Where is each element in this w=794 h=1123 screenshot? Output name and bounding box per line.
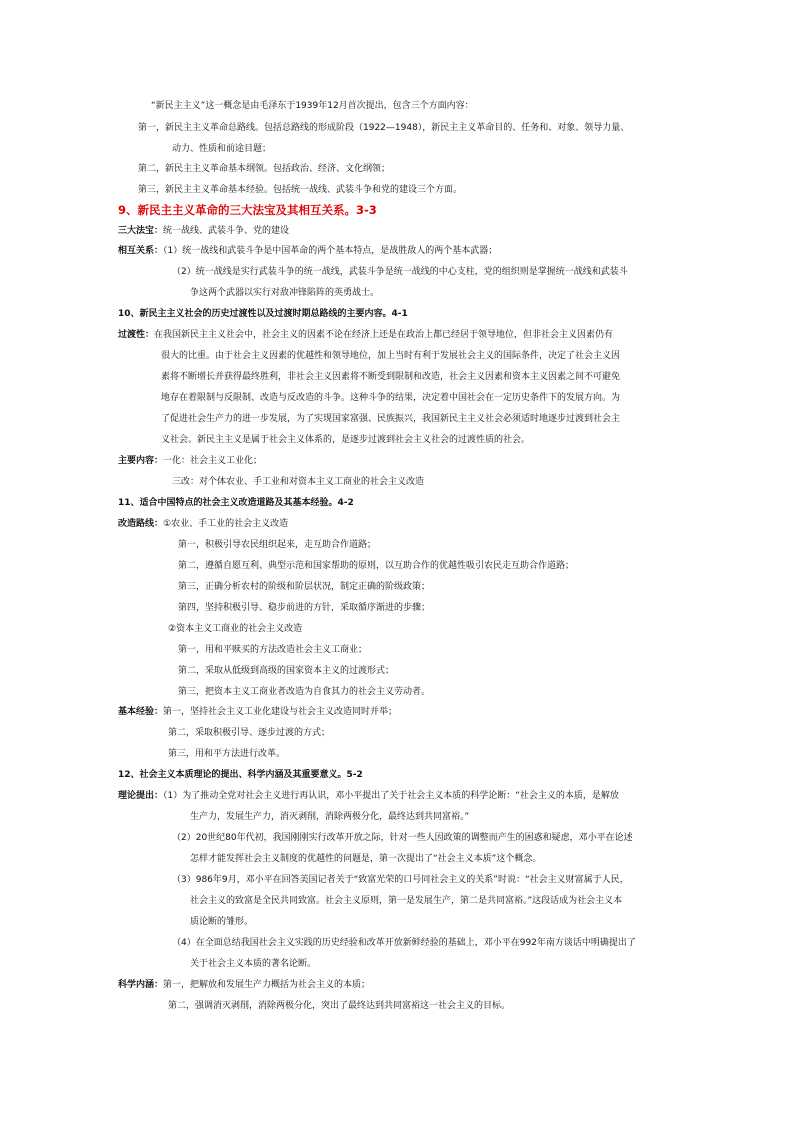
text-line: 第二，采取积极引导、逐步过渡的方式； — [168, 728, 331, 738]
text-line: 第三，正确分析农村的阶级和阶层状况，制定正确的阶级政策； — [178, 582, 431, 592]
line-text: （1）为了推动全党对社会主义进行再认识，邓小平提出了关于社会主义本质的科学论断：“社会主义的本质，是解放 — [163, 791, 619, 801]
line-text: 第一，坚持社会主义工业化建设与社会主义改造同时并举； — [163, 707, 398, 717]
section-heading: 12、社会主义本质理论的提出、科学内涵及其重要意义。5-2 — [118, 770, 363, 780]
line-text: ①农业、手工业的社会主义改造 — [163, 519, 289, 529]
text-line: 第二，遵循自愿互利、典型示范和国家帮助的原则，以互助合作的优越性吸引农民走互助合作道路； — [178, 561, 575, 571]
section-heading: 9、新民主主义革命的三大法宝及其相互关系。3-3 — [118, 203, 377, 217]
inline-label: 主要内容： — [118, 456, 164, 466]
text-line — [118, 225, 289, 237]
text-line: 怎样才能发挥社会主义制度的优越性的问题是，第一次提出了“社会主义本质”这个概念。 — [190, 854, 542, 864]
text-line: “新民主主义”这一概念是由毛泽东于1939年12月首次提出，包含三个方面内容： — [151, 101, 474, 111]
text-line: 了促进社会生产力的进一步发展，为了实现国家富强、民族振兴，我国新民主主义社会必须适时地逐步过渡到社会主 — [161, 414, 621, 424]
inline-label: 理论提出： — [118, 791, 164, 801]
text-line: 第一，积极引导农民组织起来，走互助合作道路； — [178, 540, 377, 550]
text-line: 第一，用和平赎买的方法改造社会主义工商业； — [178, 645, 368, 655]
text-line: （2）统一战线是实行武装斗争的统一战线，武装斗争是统一战线的中心支柱，党的组织则是掌握统一战线和武装斗 — [172, 267, 628, 277]
text-line: 质论断的雏形。 — [190, 917, 254, 927]
text-line: ②资本主义工商业的社会主义改造 — [168, 624, 303, 634]
text-line: 第四，坚持积极引导、稳步前进的方针，采取循序渐进的步骤； — [178, 603, 431, 613]
line-text: 在我国新民主主义社会中，社会主义的因素不论在经济上还是在政治上都已经居于领导地位，但非社会主义因素仍有 — [154, 330, 614, 340]
text-line — [118, 979, 370, 991]
line-text: （1）统一战线和武装斗争是中国革命的两个基本特点，是战胜敌人的两个基本武器； — [163, 246, 498, 256]
text-line: 第二，强调消灭剥削，消除两极分化，突出了最终达到共同富裕这一社会主义的目标。 — [168, 1001, 511, 1011]
text-line: 地存在着限制与反限制、改造与反改造的斗争。这种斗争的结果，决定着中国社会在一定历史条件下的发展方向。为 — [161, 393, 621, 403]
text-line — [118, 245, 497, 257]
section-heading: 10、新民主主义社会的历史过渡性以及过渡时期总路线的主要内容。4-1 — [118, 309, 408, 319]
inline-label: 基本经验： — [118, 707, 164, 717]
inline-label: 三大法宝： — [118, 226, 164, 236]
text-line: 第二，采取从低级到高级的国家资本主义的过渡形式； — [178, 666, 395, 676]
text-line: 关于社会主义本质的著名论断。 — [190, 959, 317, 969]
inline-label: 科学内涵： — [118, 980, 164, 990]
text-line: 第三，把资本主义工商业者改造为自食其力的社会主义劳动者。 — [178, 687, 431, 697]
line-text: 统一战线、武装斗争、党的建设 — [163, 226, 290, 236]
text-line: （2）20世纪80年代初，我国刚刚实行改革开放之际，针对一些人因政策的调整而产生的困惑和疑虑，邓小平在论述 — [172, 833, 633, 843]
text-line — [118, 790, 619, 802]
section-heading: 11、适合中国特点的社会主义改造道路及其基本经验。4-2 — [118, 498, 354, 508]
text-line: 很大的比重。由于社会主义因素的优越性和领导地位，加上当时有利于发展社会主义的国际条件，决定了社会主义因 — [161, 351, 621, 361]
inline-label: 过渡性： — [118, 330, 155, 340]
text-line — [118, 518, 288, 530]
text-line: 争这两个武器以实行对敌冲锋陷阵的英勇战士。 — [190, 288, 380, 298]
line-text: 第一，把解放和发展生产力概括为社会主义的本质； — [163, 980, 371, 990]
text-line: 第一，新民主主义革命总路线。包括总路线的形成阶段（1922—1948），新民主主义革命目的、任务和、对象、领导力量、 — [138, 123, 630, 133]
text-line: 第三，新民主主义革命基本经验。包括统一战线、武装斗争和党的建设三个方面。 — [138, 185, 463, 195]
text-line: 第三，用和平方法进行改革。 — [168, 749, 286, 759]
text-line — [118, 329, 613, 341]
text-line: 义社会。新民主主义是属于社会主义体系的，是逐步过渡到社会主义社会的过渡性质的社会。 — [161, 435, 531, 445]
text-line: 第二，新民主主义革命基本纲领。包括政治、经济、文化纲领； — [138, 164, 391, 174]
text-line: 素将不断增长并获得最终胜利，非社会主义因素将不断受到限制和改造，社会主义因素和资本主义因素之间不可避免 — [161, 372, 621, 382]
line-text: 一化：社会主义工业化； — [163, 456, 263, 466]
text-line: （3）986年9月，邓小平在回答美国记者关于“致富光荣的口号同社会主义的关系”时说：“社会主义财富属于人民， — [172, 875, 629, 885]
text-line: 社会主义的致富是全民共同致富。社会主义原则，第一是发展生产，第二是共同富裕。”这段话成为社会主义本 — [190, 896, 623, 906]
text-line: 动力、性质和前途目题； — [172, 144, 272, 154]
text-line — [118, 455, 262, 467]
text-line: 三改：对个体农业、手工业和对资本主义工商业的社会主义改造 — [172, 477, 425, 487]
inline-label: 改造路线： — [118, 519, 164, 529]
text-line — [118, 706, 397, 718]
text-line: 生产力，发展生产力，消灭剥削，消除两极分化，最终达到共同富裕。” — [190, 812, 470, 822]
inline-label: 相互关系： — [118, 246, 164, 256]
text-line: （4）在全面总结我国社会主义实践的历史经验和改革开放新鲜经验的基础上，邓小平在992年南方谈话中明确提出了 — [172, 938, 636, 948]
